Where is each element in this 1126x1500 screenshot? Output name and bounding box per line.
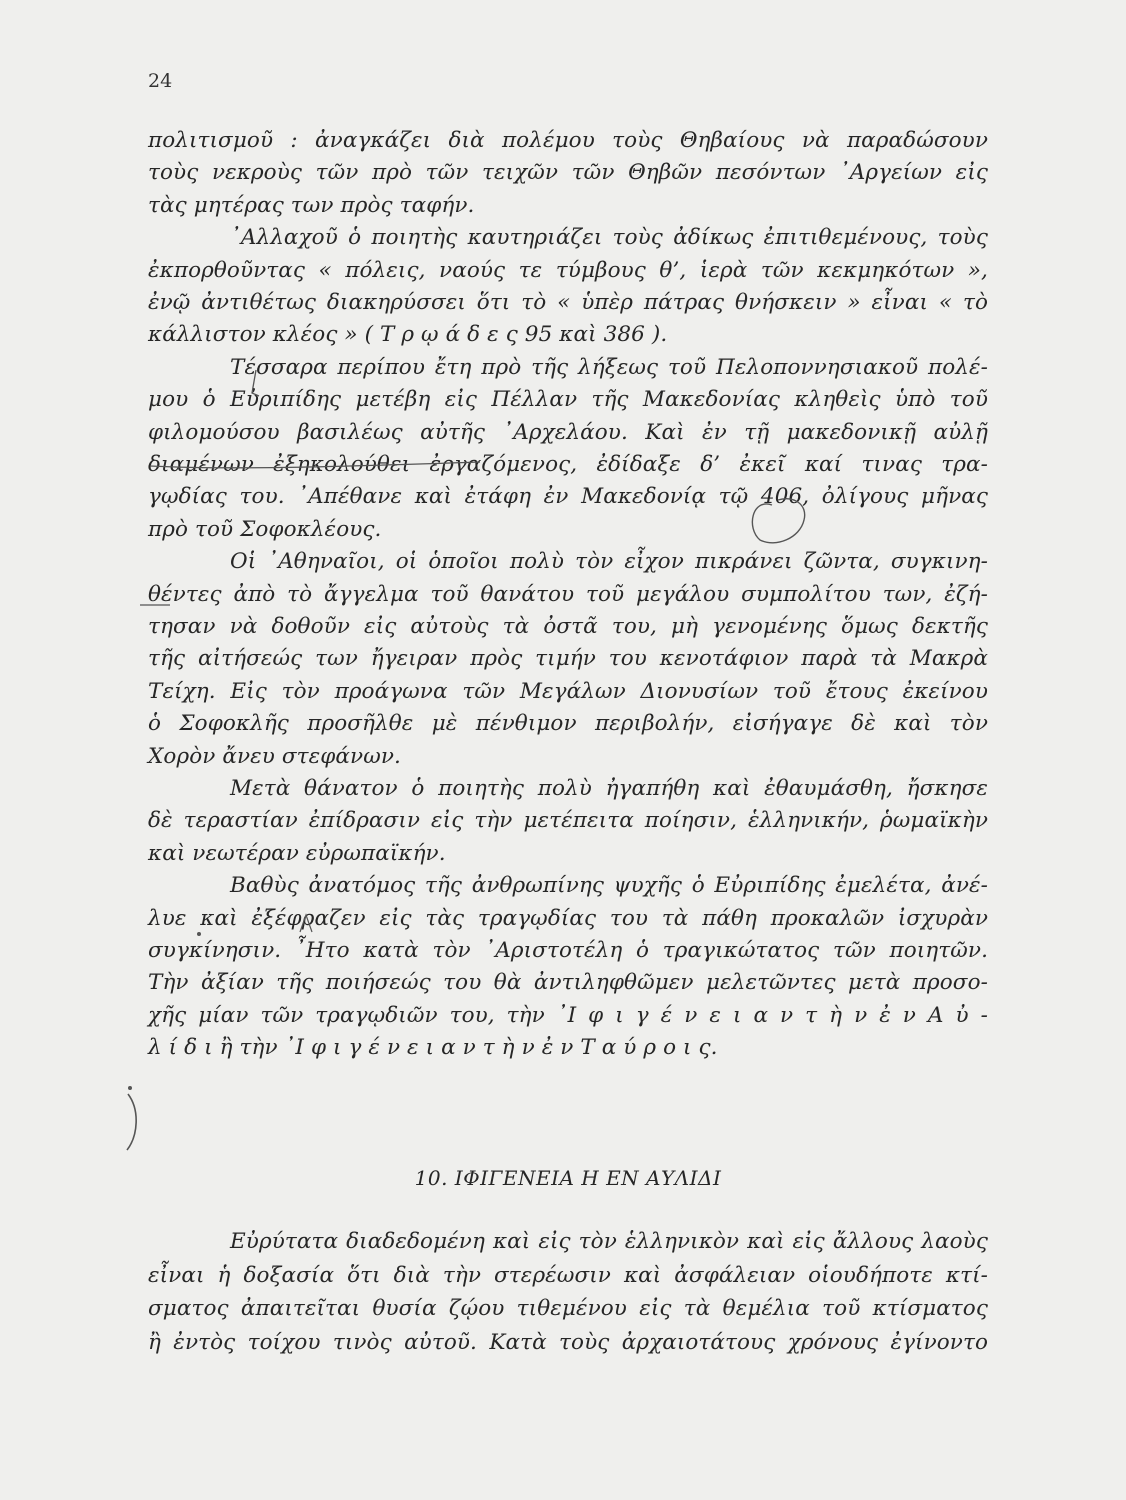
text-line: πρὸ τοῦ Σοφοκλέους. (148, 516, 382, 542)
page-number: 24 (148, 70, 173, 92)
text-line: εἶναι ἡ δοξασία ὅτι διὰ τὴν στερέωσιν καὶ ἀσφάλειαν οἱουδήποτε κτί- (148, 1262, 988, 1288)
text-line: Εὐρύτατα διαδεδομένη καὶ εἰς τὸν ἑλληνικὸν καὶ εἰς ἄλλους λαοὺς (230, 1229, 988, 1254)
text-line: ἐνῷ ἀντιθέτως διακηρύσσει ὅτι τὸ « ὑπὲρ πάτρας θνήσκειν » εἶναι « τὸ (148, 290, 988, 315)
text-line: πολιτισμοῦ : ἀναγκάζει διὰ πολέμου τοὺς Θηβαίους νὰ παραδώσουν (148, 128, 988, 153)
text-line: ἐκπορθοῦντας « πόλεις, ναούς τε τύμβους θ’, ἱερὰ τῶν κεκμηκότων », (148, 257, 988, 283)
text-line: δὲ τεραστίαν ἐπίδρασιν εἰς τὴν μετέπειτα ποίησιν, ἑλληνικήν, ῥωμαϊκὴν (148, 808, 988, 834)
text-line: ὁ Σοφοκλῆς προσῆλθε μὲ πένθιμον περιβολήν, εἰσήγαγε δὲ καὶ τὸν (148, 711, 988, 737)
text-line: μου ὁ Εὐριπίδης μετέβη εἰς Πέλλαν τῆς Μακεδονίας κληθεὶς ὑπὸ τοῦ (148, 387, 988, 413)
text-line: ἢ ἐντὸς τοίχου τινὸς αὐτοῦ. Κατὰ τοὺς ἀρχαιοτάτους χρόνους ἐγίνοντο (148, 1329, 988, 1355)
text-line: τησαν νὰ δοθοῦν εἰς αὐτοὺς τὰ ὀστᾶ του, μὴ γενομένης ὅμως δεκτῆς (148, 614, 988, 639)
text-line: Βαθὺς ἀνατόμος τῆς ἀνθρωπίνης ψυχῆς ὁ Εὐριπίδης ἐμελέτα, ἀνέ- (230, 873, 988, 899)
text-line: φιλομούσου βασιλέως αὐτῆς ᾿Αρχελάου. Καὶ ἐν τῇ μακεδονικῇ αὐλῇ (148, 419, 988, 445)
text-line: τῆς αἰτήσεώς των ἤγειραν πρὸς τιμήν του κενοτάφιον παρὰ τὰ Μακρὰ (148, 646, 988, 672)
pencil-bracket-mark (127, 1094, 136, 1150)
text-line: Μετὰ θάνατον ὁ ποιητὴς πολὺ ἠγαπήθη καὶ ἐθαυμάσθη, ἤσκησε (230, 776, 988, 801)
text-line: λ ί δ ι ἢ τὴν ᾿Ι φ ι γ έ ν ε ι α ν τ ὴ ν ἐ ν Τ α ύ ρ ο ι ς. (148, 1035, 718, 1061)
text-line: τοὺς νεκροὺς τῶν πρὸ τῶν τειχῶν τῶν Θηβῶν πεσόντων ᾿Αργείων εἰς (148, 160, 988, 186)
text-line: ᾿Αλλαχοῦ ὁ ποιητὴς καυτηριάζει τοὺς ἀδίκως ἐπιτιθεμένους, τοὺς (230, 225, 988, 251)
pencil-dot-mark (128, 1086, 132, 1090)
text-line: χῆς μίαν τῶν τραγῳδιῶν του, τὴν ᾿Ι φ ι γ έ ν ε ι α ν τ ὴ ν ἐ ν Α ὐ - (148, 1002, 988, 1028)
text-line: Τείχη. Εἰς τὸν προάγωνα τῶν Μεγάλων Διονυσίων τοῦ ἔτους ἐκείνου (148, 678, 988, 704)
text-line: σματος ἀπαιτεῖται θυσία ζῴου τιθεμένου εἰς τὰ θεμέλια τοῦ κτίσματος (148, 1296, 988, 1321)
text-line: γῳδίας του. ᾿Απέθανε καὶ ἐτάφη ἐν Μακεδονίᾳ τῷ 406, ὀλίγους μῆνας (148, 484, 988, 510)
text-line: συγκίνησιν. ῏Ητο κατὰ τὸν ᾿Αριστοτέλη ὁ τραγικώτατος τῶν ποιητῶν. (148, 938, 988, 963)
text-line: Χορὸν ἄνευ στεφάνων. (148, 743, 401, 769)
text-line: Τὴν ἀξίαν τῆς ποιήσεώς του θὰ ἀντιληφθῶμεν μελετῶντες μετὰ προσο- (148, 970, 988, 996)
section-heading: 10. ΙΦΙΓΕΝΕΙΑ Η ΕΝ ΑΥΛΙΔΙ (414, 1166, 722, 1190)
text-line: καὶ νεωτέραν εὐρωπαϊκήν. (148, 840, 446, 866)
text-line: Οἱ ᾿Αθηναῖοι, οἱ ὁποῖοι πολὺ τὸν εἶχον πικράνει ζῶντα, συγκινη- (230, 549, 988, 575)
text-line: κάλλιστον κλέος » ( Τ ρ ῳ ά δ ε ς 95 καὶ 386 ). (148, 322, 668, 348)
text-line: διαμένων ἐξηκολούθει ἐργαζόμενος, ἐδίδαξε δ’ ἐκεῖ καί τινας τρα- (148, 452, 988, 477)
text-line: λυε καὶ ἐξέφραζεν εἰς τὰς τραγῳδίας του τὰ πάθη προκαλῶν ἰσχυρὰν (148, 905, 988, 931)
text-line: θέντες ἀπὸ τὸ ἄγγελμα τοῦ θανάτου τοῦ μεγάλου συμπολίτου των, ἐζή- (148, 581, 988, 607)
text-line: τὰς μητέρας των πρὸς ταφήν. (148, 192, 475, 218)
text-line: Τέσσαρα περίπου ἔτη πρὸ τῆς λήξεως τοῦ Πελοποννησιακοῦ πολέ- (230, 354, 988, 380)
